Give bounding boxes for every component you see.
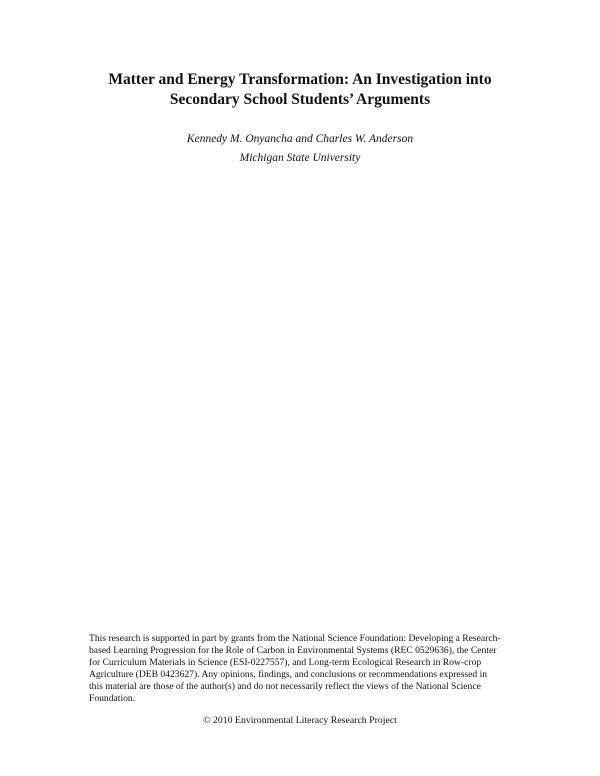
paper-title — [0, 70, 600, 110]
funding-line: This research is supported in part by grants from the National Science Foundation: Developing a Research- — [89, 633, 501, 644]
author-names: Kennedy M. Onyancha and Charles W. Anderson — [186, 133, 414, 145]
title-line-2: Secondary School Students’ Arguments — [169, 91, 431, 108]
author-affiliation: Michigan State University — [239, 152, 361, 164]
funding-line: Foundation. — [89, 692, 136, 704]
funding-line: for Curriculum Materials in Science (ESI-0227557), and Long-term Ecological Research in Row-crop — [89, 656, 482, 668]
copyright-notice: © 2010 Environmental Literacy Research Project — [203, 715, 397, 726]
funding-acknowledgement — [89, 633, 519, 704]
funding-line: Agriculture (DEB 0423627). Any opinions, findings, and conclusions or recommendations expressed in — [89, 668, 488, 680]
funding-line: this material are those of the author(s) and do not necessarily reflect the views of the National Science — [89, 680, 481, 692]
author-block — [0, 130, 600, 168]
funding-line: based Learning Progression for the Role of Carbon in Environmental Systems (REC 0529636), the Center — [89, 644, 497, 656]
title-line-1: Matter and Energy Transformation: An Investigation into — [108, 71, 492, 88]
